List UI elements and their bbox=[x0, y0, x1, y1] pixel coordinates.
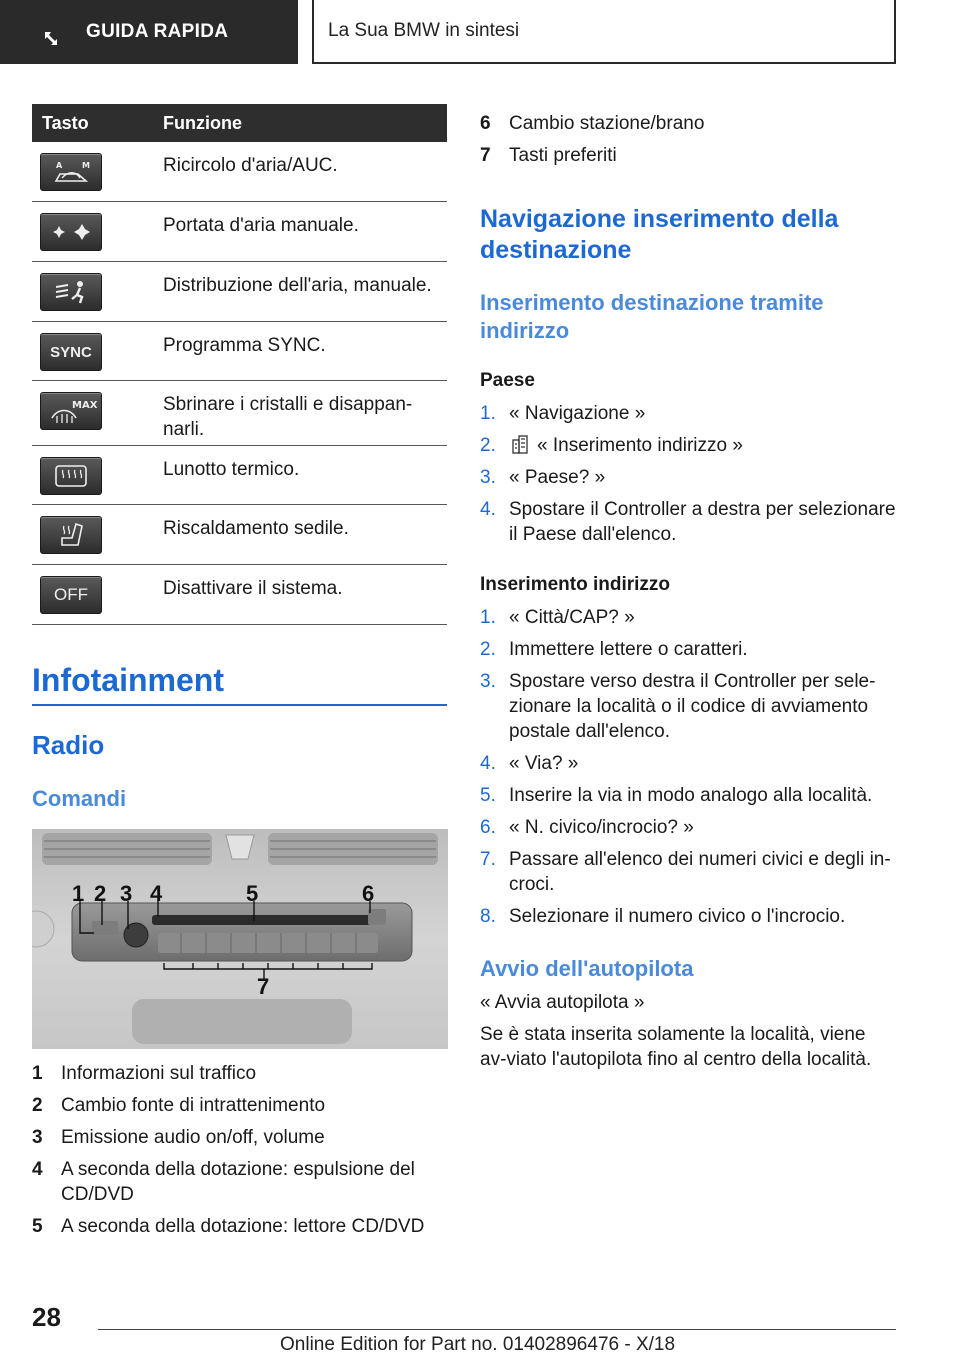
callout-5: 5 bbox=[246, 881, 259, 906]
list-item: 2. Immettere lettere o caratteri. bbox=[480, 639, 748, 660]
table-row bbox=[32, 446, 447, 505]
row-text: Distribuzione dell'aria, manuale. bbox=[163, 275, 432, 296]
guidance-command: « Avvia autopilota » bbox=[480, 992, 645, 1013]
radio-title: Radio bbox=[32, 730, 105, 760]
seat-heating-icon bbox=[40, 516, 102, 554]
svg-text:M: M bbox=[82, 161, 90, 170]
table-row bbox=[32, 262, 447, 322]
callout-7: 7 bbox=[257, 974, 270, 999]
list-item: 4 A seconda della dotazione: espulsione del CD/DVD bbox=[32, 1159, 415, 1205]
fan-speed-icon bbox=[40, 213, 102, 251]
row-text: Portata d'aria manuale. bbox=[163, 215, 359, 236]
callout-4: 4 bbox=[150, 881, 163, 906]
list-item: 7 Tasti preferiti bbox=[480, 145, 617, 166]
section-label: GUIDA RAPIDA bbox=[86, 21, 229, 42]
col-function-header: Funzione bbox=[163, 112, 242, 133]
list-item: 2. « Inserimento indirizzo » bbox=[480, 435, 743, 456]
controls-table bbox=[32, 104, 447, 625]
list-item: 2 Cambio fonte di intrattenimento bbox=[32, 1095, 326, 1116]
country-steps bbox=[480, 401, 896, 554]
list-item: 5. Inserire la via in modo analogo alla località. bbox=[480, 785, 873, 806]
rear-window-defrost-icon bbox=[40, 457, 102, 495]
callout-2: 2 bbox=[94, 881, 107, 906]
list-item: 7. Passare all'elenco dei numeri civici e degli in-croci. bbox=[480, 849, 891, 895]
row-text: Programma SYNC. bbox=[163, 335, 326, 356]
callout-6: 6 bbox=[362, 881, 375, 906]
navigation-title: Navigazione inserimento della destinazione bbox=[480, 205, 839, 264]
legend-left bbox=[32, 1061, 448, 1246]
chapter-title: La Sua BMW in sintesi bbox=[328, 20, 520, 41]
address-steps bbox=[480, 605, 896, 936]
page-number: 28 bbox=[32, 1302, 61, 1332]
table-row bbox=[32, 142, 447, 202]
sync-button-icon: SYNC bbox=[40, 333, 102, 371]
table-header bbox=[32, 104, 447, 142]
legend-right bbox=[480, 111, 896, 175]
pin-icon bbox=[42, 29, 62, 49]
controls-title: Comandi bbox=[32, 786, 127, 811]
country-label: Paese bbox=[480, 370, 535, 391]
off-button-icon: OFF bbox=[40, 576, 102, 614]
list-item: 4. « Via? » bbox=[480, 753, 579, 774]
list-item: 3. Spostare verso destra il Controller per sele-zionare la località o il codice di avviamento postale dall'elenco. bbox=[480, 671, 876, 742]
list-item: 1 Informazioni sul traffico bbox=[32, 1063, 257, 1084]
table-row bbox=[32, 381, 447, 446]
list-item: 8. Selezionare il numero civico o l'incrocio. bbox=[480, 906, 846, 927]
list-item: 1. « Città/CAP? » bbox=[480, 607, 635, 628]
svg-text:MAX: MAX bbox=[72, 400, 98, 411]
guidance-title: Avvio dell'autopilota bbox=[480, 956, 694, 981]
radio-controls-photo bbox=[32, 829, 448, 1049]
list-item: 3 Emissione audio on/off, volume bbox=[32, 1127, 325, 1148]
air-distribution-icon bbox=[40, 273, 102, 311]
table-row bbox=[32, 565, 447, 625]
building-icon bbox=[511, 434, 529, 454]
air-recirculation-auc-icon bbox=[40, 153, 102, 191]
list-item: 3. « Paese? » bbox=[480, 467, 606, 488]
list-item: 1. « Navigazione » bbox=[480, 403, 646, 424]
navigation-subtitle: Inserimento destinazione tramite indirizzo bbox=[480, 290, 824, 343]
row-text: Lunotto termico. bbox=[163, 459, 300, 480]
infotainment-title: Infotainment bbox=[32, 662, 224, 698]
callout-1: 1 bbox=[72, 881, 85, 906]
callout-3: 3 bbox=[120, 881, 133, 906]
chapter-header bbox=[312, 0, 896, 64]
list-item: 5 A seconda della dotazione: lettore CD/DVD bbox=[32, 1216, 425, 1237]
list-item: 6. « N. civico/incrocio? » bbox=[480, 817, 694, 838]
row-text: Sbrinare i cristalli e disappan-narli. bbox=[163, 394, 413, 440]
table-row bbox=[32, 505, 447, 565]
row-text: Ricircolo d'aria/AUC. bbox=[163, 155, 338, 176]
title-divider bbox=[32, 704, 447, 706]
col-key-header: Tasto bbox=[42, 112, 89, 133]
edition-text: Online Edition for Part no. 01402896476 - X/18 bbox=[280, 1334, 676, 1355]
guidance-note: Se è stata inserita solamente la località, viene av-viato l'autopilota fino al centro della località. bbox=[480, 1024, 872, 1070]
address-label: Inserimento indirizzo bbox=[480, 574, 671, 595]
table-row bbox=[32, 322, 447, 381]
table-row bbox=[32, 202, 447, 262]
list-item: 4. Spostare il Controller a destra per selezionare il Paese dall'elenco. bbox=[480, 499, 896, 545]
list-item: 6 Cambio stazione/brano bbox=[480, 113, 705, 134]
svg-text:A: A bbox=[56, 161, 63, 170]
max-defrost-icon bbox=[40, 392, 102, 430]
row-text: Riscaldamento sedile. bbox=[163, 518, 349, 539]
row-text: Disattivare il sistema. bbox=[163, 578, 343, 599]
section-tab bbox=[0, 0, 298, 64]
footer-divider bbox=[98, 1329, 896, 1330]
